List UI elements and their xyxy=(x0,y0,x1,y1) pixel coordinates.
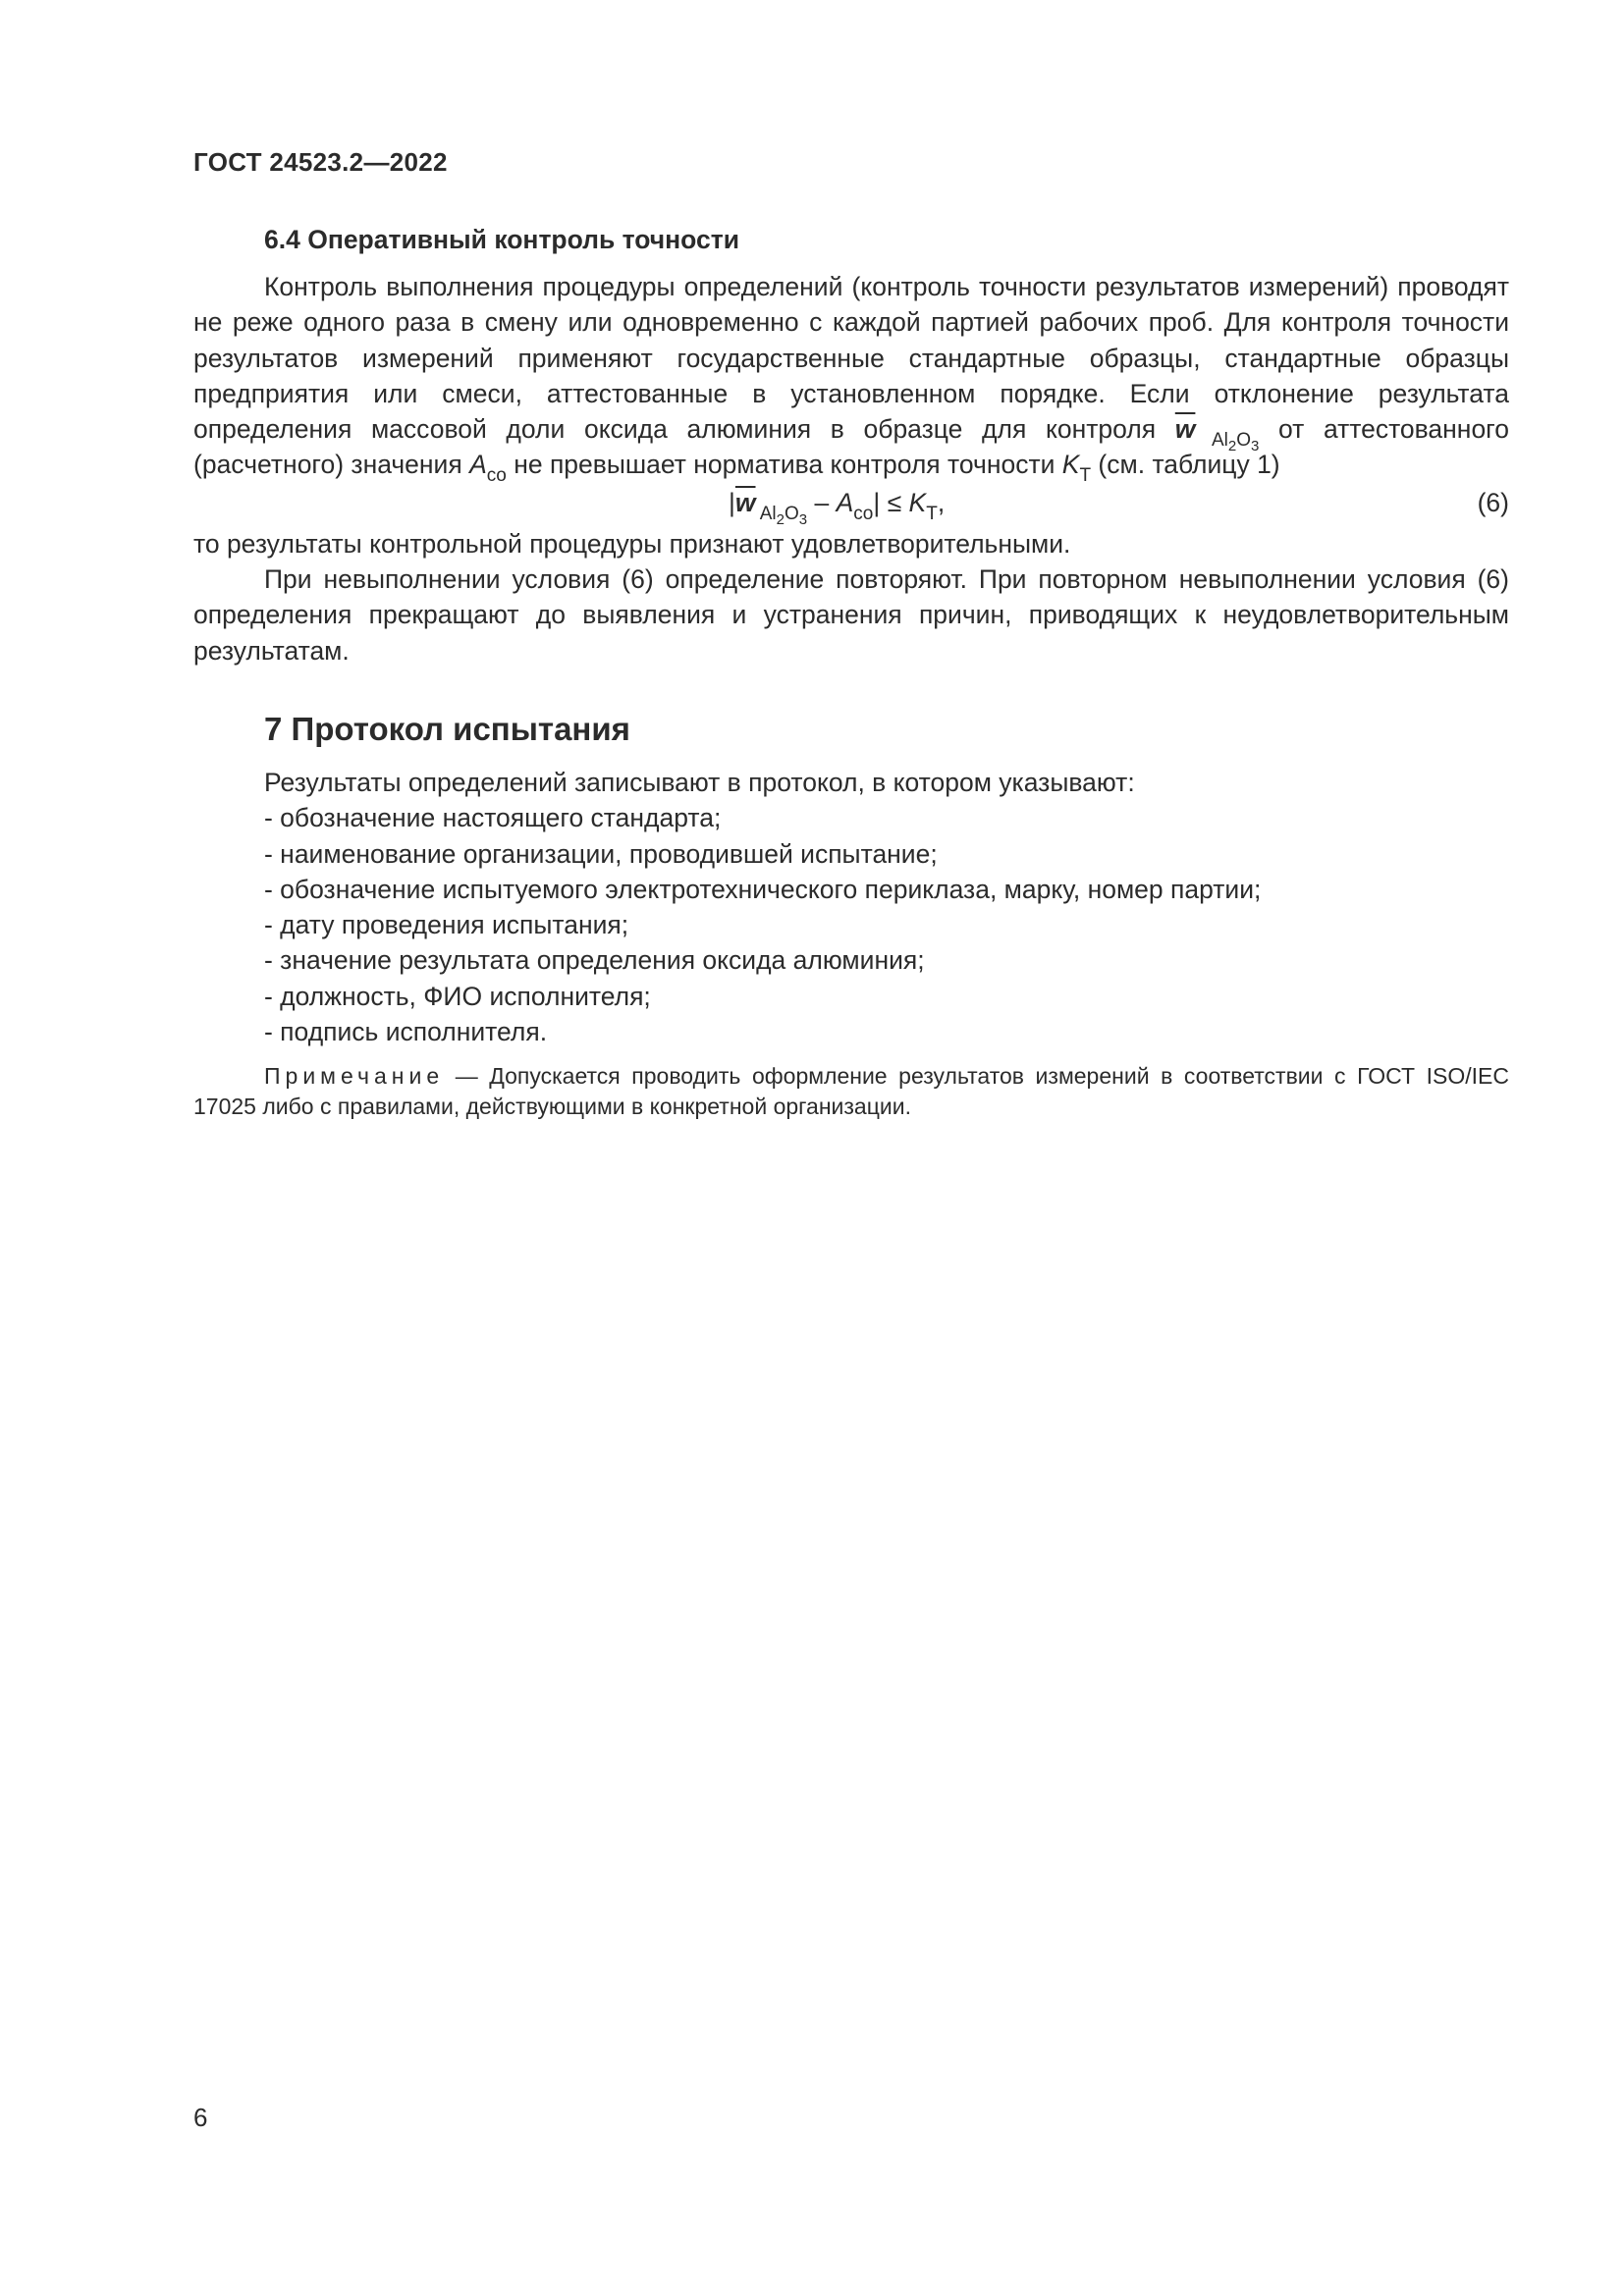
list-item: - дату проведения испытания; xyxy=(264,910,629,940)
symbol-k-t: $K_Т$ xyxy=(1061,450,1092,487)
formula-expression: $|\overline{w}$ $_{Al_2O_3} - A_{co}| \le K_Т$, xyxy=(729,487,946,528)
symbol-w-al2o3: $\overline{w}$ $_{Al_2O_3}$ xyxy=(1174,414,1260,455)
note-label: Примечание xyxy=(264,1063,445,1090)
list-item: - подпись исполнителя. xyxy=(264,1017,548,1047)
formula-6 xyxy=(193,485,1509,528)
paragraph-accuracy-control: Контроль выполнения процедуры определений (контроль точности результатов измерений) проводят не реже одного раза в смену или одновременно с каждой партией рабочих проб. Для контроля точности результатов измерений применяют государственные стандартные образцы, стандартные образцы предприятия или смеси, аттестованные в установленном порядке. Если отклонение результата определения массовой доли оксида алюминия в образце для контроля $\overline{w}$ $_{Al_2O_3}$ от аттестованного (расчетного) значения $A_{co}$ не превышает норматива контроля точности $K_Т$ (см. таблицу 1) xyxy=(193,272,1509,487)
paragraph-result-satisfactory: то результаты контрольной процедуры признают удовлетворительными. xyxy=(193,528,1071,559)
list-item: - обозначение настоящего стандарта; xyxy=(264,803,722,833)
document-header: ГОСТ 24523.2—2022 xyxy=(193,147,448,177)
paragraph-repeat-condition: При невыполнении условия (6) определение повторяют. При повторном невыполнении условия (6) определения прекращают до выявления и устранения причин, приводящих к неудовлетворительным результатам. xyxy=(193,564,1509,666)
section-6-4-heading: 6.4 Оперативный контроль точности xyxy=(264,225,740,254)
note-text: — Допускается проводить оформление результатов измерений в соответствии с ГОСТ ISO/IEC 17025 либо с правилами, действующими в конкретной организации. xyxy=(193,1063,1509,1120)
page-number: 6 xyxy=(193,2103,208,2132)
protocol-items-list xyxy=(193,800,1509,1049)
list-item: - должность, ФИО исполнителя; xyxy=(264,981,651,1011)
document-body xyxy=(193,222,1509,1145)
list-item: - наименование организации, проводившей испытание; xyxy=(264,838,938,869)
formula-number: (6) xyxy=(1477,487,1509,517)
section-7-heading: 7 Протокол испытания xyxy=(264,710,630,747)
note-paragraph xyxy=(193,1061,1509,1122)
list-item: - значение результата определения оксида алюминия; xyxy=(264,945,925,976)
protocol-intro: Результаты определений записывают в протокол, в котором указывают: xyxy=(264,767,1135,797)
symbol-a-co: $A_{co}$ xyxy=(469,450,507,487)
list-item: - обозначение испытуемого электротехнического периклаза, марку, номер партии; xyxy=(264,874,1262,904)
